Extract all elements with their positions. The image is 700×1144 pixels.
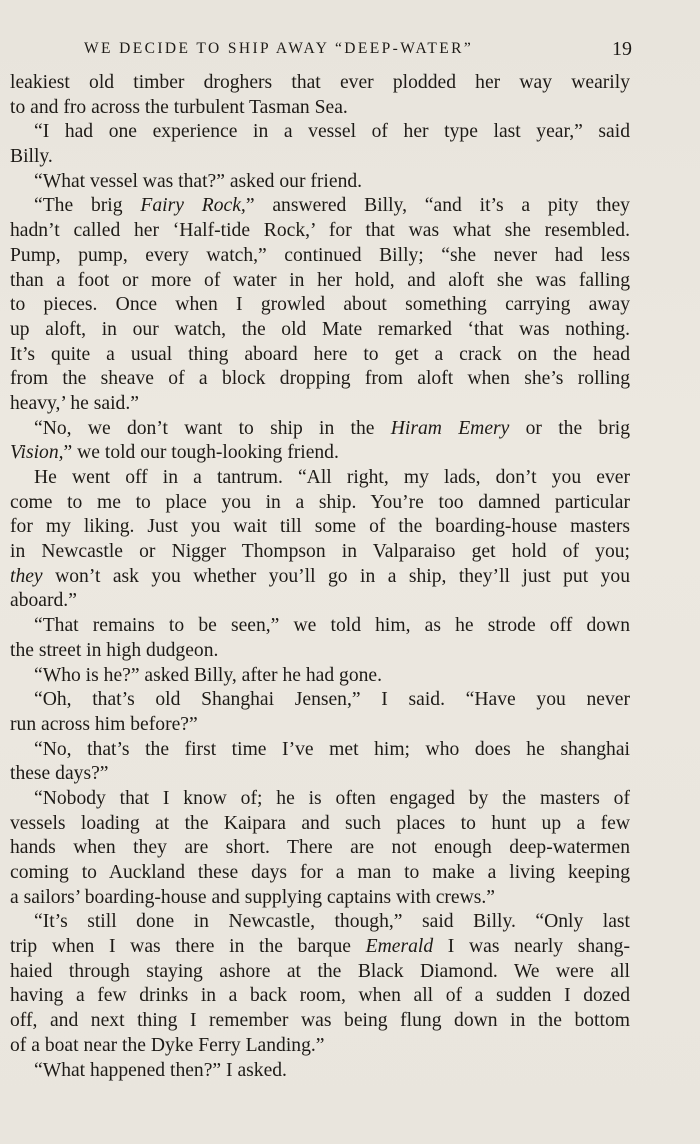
text-run: having a few drinks in a back room, when all of a sudden I dozed (10, 985, 630, 1007)
text-run: “That remains to be seen,” we told him, as he strode off down (34, 615, 630, 637)
italic-text: Fairy Rock, (140, 195, 246, 217)
text-run: He went off in a tantrum. “All right, my lads, don’t you ever (34, 467, 630, 488)
text-line (10, 343, 630, 368)
text-run: “It’s still done in Newcastle, though,” said Billy. “Only last (34, 911, 630, 933)
text-run: the street in high dudgeon. (10, 639, 219, 661)
text-line (10, 713, 630, 738)
text-line (10, 910, 630, 935)
text-line (10, 145, 630, 170)
text-run: hadn’t called her ‘Half-tide Rock,’ for that was what she resembled. (10, 220, 630, 242)
text-line (10, 565, 630, 590)
text-run: a sailors’ boarding-house and supplying captains with crews.” (10, 886, 496, 908)
text-line (10, 1059, 630, 1084)
text-line (10, 96, 630, 121)
text-run: “What happened then?” I asked. (34, 1059, 287, 1081)
text-run: I was nearly shang- (433, 936, 630, 958)
text-run: “No, we don’t want to ship in the (34, 417, 391, 439)
text-run: to and fro across the turbulent Tasman Sea. (10, 96, 348, 118)
text-line (10, 367, 630, 392)
text-run: haied through staying ashore at the Black Diamond. We were all (10, 960, 630, 982)
text-run: heavy,’ he said.” (10, 392, 139, 414)
italic-text: Vision, (10, 442, 64, 464)
text-line (10, 812, 630, 837)
text-line (10, 318, 630, 343)
text-line (10, 886, 630, 911)
text-run: “No, that’s the first time I’ve met him; who does he shanghai (34, 738, 630, 760)
text-run: “Oh, that’s old Shanghai Jensen,” I said. “Have you never (34, 689, 630, 711)
text-run: ” we told our tough-looking friend. (63, 442, 339, 464)
text-line (10, 787, 630, 812)
text-run: or the brig (509, 417, 630, 439)
text-line (10, 540, 630, 565)
text-run: come to me to place you in a ship. You’re too damned particular (10, 491, 630, 513)
text-run: for my liking. Just you wait till some of the boarding-house masters (10, 516, 630, 538)
text-line (10, 392, 630, 417)
text-line (10, 515, 630, 540)
text-line (10, 170, 630, 195)
italic-text: they (10, 565, 43, 587)
text-line (10, 984, 630, 1009)
text-line (10, 194, 630, 219)
text-line (10, 293, 630, 318)
running-title: WE DECIDE TO SHIP AWAY “DEEP-WATER” (84, 40, 474, 57)
text-run: “I had one experience in a vessel of her type last year,” said (34, 121, 630, 143)
text-run: It’s quite a usual thing aboard here to get a crack on the head (10, 343, 630, 365)
text-run: of a boat near the Dyke Ferry Landing.” (10, 1034, 325, 1056)
text-line (10, 762, 630, 787)
page-number: 19 (612, 38, 632, 60)
text-line (10, 244, 630, 269)
text-line (10, 639, 630, 664)
body-text (10, 71, 630, 1083)
text-run: Billy. (10, 146, 53, 168)
text-line (10, 836, 630, 861)
text-line (10, 1034, 630, 1059)
text-line (10, 589, 630, 614)
text-line (10, 417, 630, 442)
text-run: up aloft, in our watch, the old Mate remarked ‘that was nothing. (10, 318, 630, 340)
text-run: “What vessel was that?” asked our friend. (34, 170, 363, 192)
text-line (10, 614, 630, 639)
italic-text: Hiram Emery (390, 417, 510, 439)
italic-text: Emerald (365, 936, 434, 958)
text-run: won’t ask you whether you’ll go in a ship, they’ll just put you (42, 565, 630, 587)
text-run: vessels loading at the Kaipara and such places to hunt up a few (10, 812, 630, 834)
text-run: to pieces. Once when I growled about something carrying away (10, 294, 630, 316)
text-run: hands when they are short. There are not enough deep-watermen (10, 837, 630, 859)
text-line (10, 120, 630, 145)
text-line (10, 935, 630, 960)
text-line (10, 960, 630, 985)
text-line (10, 441, 630, 466)
text-line (10, 688, 630, 713)
text-line (10, 269, 630, 294)
text-run: run across him before?” (10, 713, 198, 735)
text-run: “Nobody that I know of; he is often engaged by the masters of (34, 787, 630, 809)
text-run: aboard.” (10, 590, 77, 612)
text-line (10, 664, 630, 689)
text-run: these days?” (10, 763, 109, 785)
text-run: “The brig (34, 195, 141, 217)
text-run: than a foot or more of water in her hold, and aloft she was falling (10, 269, 630, 291)
text-run: from the sheave of a block dropping from aloft when she’s rolling (10, 368, 630, 390)
text-run: leakiest old timber droghers that ever plodded her way wearily (10, 72, 630, 93)
text-run: in Newcastle or Nigger Thompson in Valparaiso get hold of you; (10, 541, 630, 563)
text-line (10, 466, 630, 491)
running-head (84, 36, 632, 62)
text-line (10, 71, 630, 96)
text-line (10, 738, 630, 763)
text-run: Pump, pump, every watch,” continued Billy; “she never had less (10, 244, 630, 266)
text-line (10, 491, 630, 516)
text-run: trip when I was there in the barque (10, 936, 366, 958)
text-line (10, 861, 630, 886)
text-run: ” answered Billy, “and it’s a pity they (245, 195, 630, 217)
text-run: “Who is he?” asked Billy, after he had gone. (34, 664, 383, 686)
text-run: coming to Auckland these days for a man to make a living keeping (10, 862, 630, 883)
text-line (10, 1009, 630, 1034)
text-run: off, and next thing I remember was being flung down in the bottom (10, 1010, 630, 1032)
text-line (10, 219, 630, 244)
